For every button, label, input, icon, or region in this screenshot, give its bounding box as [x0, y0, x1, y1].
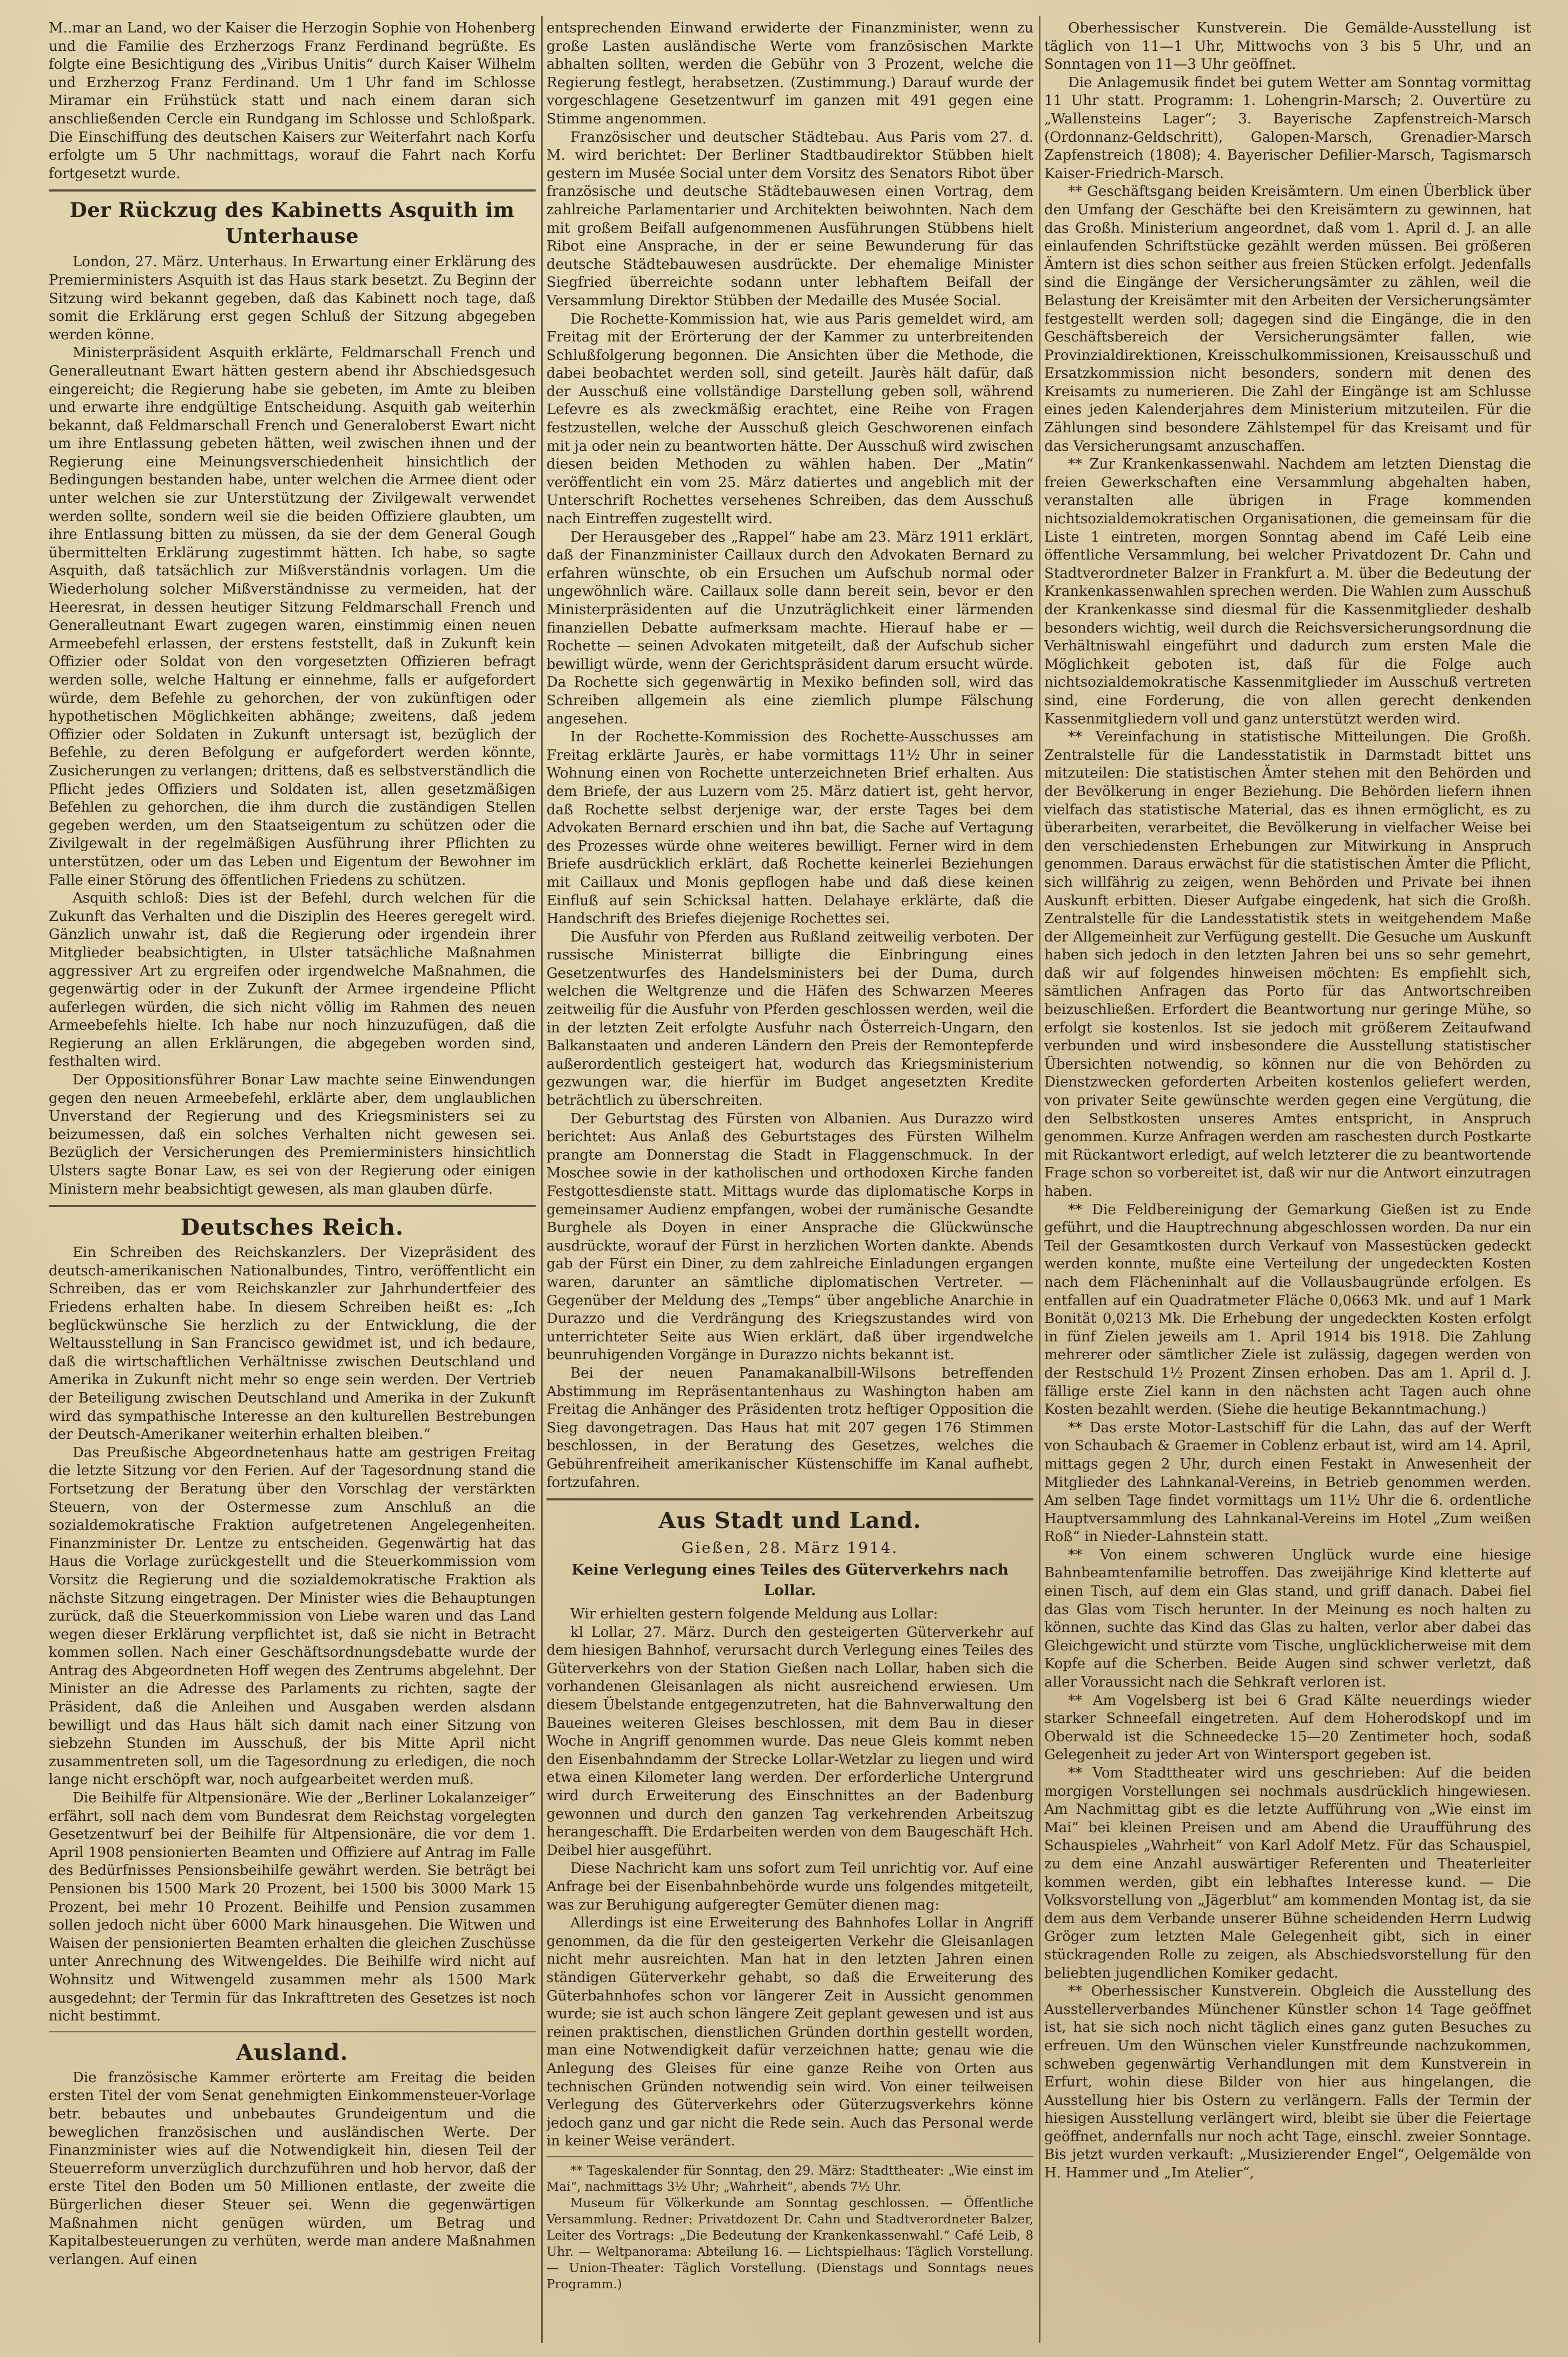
section-stadt-und-land: Aus Stadt und Land.	[658, 1507, 921, 1534]
article-paragraph: Wir erhielten gestern folgende Meldung aus Lollar:	[570, 1606, 938, 1623]
article-paragraph: ** Am Vogelsberg ist bei 6 Grad Kälte neuerdings wieder starker Schneefall eingetreten. Auf dem Hoherodskopf und im Oberwald ist die Schneedecke 15—20 Zentimeter hoch, sodaß Gelegenheit zu jeder Art von Wintersport gegeben ist.	[1044, 1692, 1531, 1763]
column-3	[1044, 19, 1531, 2341]
article-paragraph: Allerdings ist eine Erweiterung des Bahnhofes Lollar in Angriff genommen, da die für den gesteigerten Verkehr die Gleisanlagen nicht mehr ausreichten. Man hat in den letzten Jahren einen ständigen Güterverkehr gehabt, so daß die Erweiterung des Güterbahnhofes schon vor längerer Zeit in Aussicht genommen wurde; sie ist auch schon längere Zeit geplant gewesen und ist aus reinen praktischen, dienstlichen Gründen dorthin gestellt worden, man eine Notwendigkeit dafür verzeichnen hatte; genau wie die Anlegung des Gleises für eine ganze Reihe von Orten aus technischen Gründen notwendig sein wird. Von einer teilweisen Verlegung des Güterverkehrs oder Güterzugsverkehrs könne jedoch ganz und gar nicht die Rede sein. Auch das Personal werde in keiner Weise verändert.	[546, 1915, 1033, 2150]
article-paragraph: ** Vom Stadttheater wird uns geschrieben: Auf die beiden morgigen Vorstellungen sei nochmals ausdrücklich hingewiesen. Am Nachmittag gibt es die letzte Aufführung von „Wie einst im Mai“ bei kleinen Preisen und am Abend die Uraufführung des Schauspieles „Wahrheit“ von Karl Adolf Metz. Für das Schauspiel, zu dem eine Anzahl auswärtiger Referenten und Theaterleiter kommen werden, gibt ein lebhaftes Interesse kund. — Die Volksvorstellung von „Jägerblut“ am kommenden Montag ist, da sie dem aus dem Verbande unserer Bühne scheidenden Herrn Ludwig Gröger zum letzten Male Gelegenheit gibt, sich in einer stückragenden Rolle zu zeigen, als Abschiedsvorstellung für den beliebten jugendlichen Komiker gedacht.	[1044, 1765, 1531, 1981]
article-paragraph: Die Anlagemusik findet bei gutem Wetter am Sonntag vormittag 11 Uhr statt. Programm: 1. Lohengrin-Marsch; 2. Ouvertüre zu „Wallensteins Lager“; 3. Bayerische Zapfenstreich-Marsch (Ordonnanz-Geldschritt), Galopen-Marsch, Grenadier-Marsch Zapfenstreich (1808); 4. Bayerischer Defilier-Marsch, Tagismarsch Kaiser-Friedrich-Marsch.	[1044, 74, 1531, 182]
divider	[49, 189, 536, 192]
column-2	[546, 19, 1033, 2341]
article-paragraph: In der Rochette-Kommission des Rochette-Ausschusses am Freitag erklärte Jaurès, er habe vormittags 11½ Uhr in seiner Wohnung einen von Rochette unterzeichneten Brief erhalten. Aus dem Briefe, der aus Luzern vom 25. März datiert ist, geht hervor, daß Rochette selbst derjenige war, der erste Tages bei dem Advokaten Bernard erschien und ihn bat, die Sache auf Vertagung des Prozesses würde ohne weiteres bewilligt. Ferner wird in dem Briefe ausdrücklich erklärt, daß Rochette keinerlei Beziehungen mit Caillaux und Monis gepflogen habe und daß diese keinen Einfluß auf sein Schicksal hatten. Delahaye erklärte, daß die Handschrift des Briefes diejenige Rochettes sei.	[546, 729, 1033, 927]
divider	[546, 2156, 1033, 2157]
dateline: Gießen, 28. März 1914.	[681, 1539, 899, 1557]
article-paragraph: Der Herausgeber des „Rappel“ habe am 23. März 1911 erklärt, daß der Finanzminister Caillaux durch den Advokaten Bernard zu erfahren wünschte, ob ein Ersuchen um Aufschub normal oder ungewöhnlich wäre. Caillaux solle dann bereit sein, bevor er den Ministerpräsidenten auf die Unzuträglichkeit einer lärmenden finanziellen Debatte aufmerksam machte. Hierauf habe er — Rochette — seinen Advokaten mitgeteilt, daß der Aufschub sicher bewilligt würde, wenn der Gerichtspräsident darum ersucht würde. Da Rochette sich gegenwärtig in Mexiko befinden soll, wird das Schreiben allgemein als eine ziemlich plumpe Fälschung angesehen.	[546, 529, 1033, 727]
article-paragraph: Asquith schloß: Dies ist der Befehl, durch welchen für die Zukunft das Verhalten und die Disziplin des Heeres geregelt wird. Gänzlich unwahr ist, daß die Regierung oder irgendein ihrer Mitglieder beabsichtigten, in Ulster tatsächliche Maßnahmen aggressiver Art zu ergreifen oder irgendwelche Maßnahmen, die gegenwärtig oder in der Zukunft der Armee irgendeine Pflicht auferlegen würden, die sich nicht völlig im Rahmen des neuen Armeebefehls hielte. Ich habe nur noch hinzuzufügen, daß die Regierung an allen Erklärungen, die abgegeben worden sind, festhalten wird.	[49, 890, 536, 1070]
article-paragraph: entsprechenden Einwand erwiderte der Finanzminister, wenn zu große Lasten ausländische Werte vom französischen Markte abhalten sollten, werden die Gebühr von 3 Prozent, welche die Regierung festlegt, herabsetzen. (Zustimmung.) Darauf wurde der vorgeschlagene Gesetzentwurf im ganzen mit 491 gegen eine Stimme angenommen.	[546, 20, 1033, 127]
article-paragraph: Ein Schreiben des Reichskanzlers. Der Vizepräsident des deutsch-amerikanischen Nationalbundes, Tintro, veröffentlicht ein Schreiben, das er vom Reichskanzler zur Jahrhundertfeier des Friedens erhalten habe. In diesem Schreiben heißt es: „Ich beglückwünsche Sie herzlich zu der Entwicklung, die der Weltausstellung in San Francisco gewidmet ist, und ich bedaure, daß die wirtschaftlichen Verhältnisse zwischen Deutschland und Amerika in Zukunft nicht mehr so enge sein werden. Der Vertrieb der Beteiligung zwischen Deutschland und Amerika in der Zukunft wird das sympathische Interesse an den kulturellen Bestrebungen der Deutsch-Amerikaner weiterhin erhalten bleiben.“	[49, 1245, 536, 1443]
article-paragraph: Die Ausfuhr von Pferden aus Rußland zeitweilig verboten. Der russische Ministerrat billigte die Einbringung eines Gesetzentwurfes des Handelsministers bei der Duma, durch welchen die Weltgrenze und die Häfen des Schwarzen Meeres zeitweilig für die Ausfuhr von Pferden geschlossen werden, weil die in der letzten Zeit erfolgte Ausfuhr nach Österreich-Ungarn, den Balkanstaaten und anderen Ländern den Preis der Remontepferde außerordentlich gesteigert hat, wodurch das Kriegsministerium gezwungen war, die hierfür im Budget angesetzten Kredite beträchtlich zu überschreiten.	[546, 929, 1033, 1109]
article-paragraph: Der Geburtstag des Fürsten von Albanien. Aus Durazzo wird berichtet: Aus Anlaß des Geburtstages des Fürsten Wilhelm prangte am Donnerstag die Stadt in Flaggenschmuck. In der Moschee sowie in der katholischen und orthodoxen Kirche fanden Festgottesdienste statt. Mittags wurde das diplomatische Korps in gemeinsamer Audienz empfangen, wobei der rumänische Gesandte Burghele als Doyen in einer Ansprache die Glückwünsche ausdrückte, worauf der Fürst in herzlichen Worten dankte. Abends gab der Fürst ein Diner, zu dem zahlreiche Einladungen ergangen waren, darunter an sämtliche diplomatischen Vertreter. — Gegenüber der Meldung des „Temps“ über angebliche Anarchie in Durazzo und die Verdrängung des Kriegszustandes wird von unterrichteter Seite aus Wien erklärt, daß über irgendwelche beunruhigenden Vorgänge in Durazzo nichts bekannt ist.	[546, 1110, 1033, 1364]
article-paragraph: Französischer und deutscher Städtebau. Aus Paris vom 27. d. M. wird berichtet: Der Berliner Stadtbaudirektor Stübben hielt gestern im Musée Social unter dem Vorsitz des Senators Ribot über französische und deutsche Städtebauwesen einen Vortrag, dem zahlreiche Parlamentarier und Architekten beiwohnten. Nach dem mit großem Beifall aufgenommenen Ausführungen Stübbens hielt Ribot eine Ansprache, in der er seine Bewunderung für das deutsche Städtebauwesen ausdrückte. Der ehemalige Minister Siegfried überreichte sodann unter lebhaftem Beifall der Versammlung Direktor Stübben der Medaille des Musée Social.	[546, 129, 1033, 309]
section-deutsches-reich: Deutsches Reich.	[180, 1214, 404, 1241]
article-paragraph: ** Von einem schweren Unglück wurde eine hiesige Bahnbeamtenfamilie betroffen. Das zweijährige Kind kletterte auf einen Tisch, auf dem ein Glas stand, und griff danach. Dabei fiel das Glas vom Tisch herunter. In der Meinung es noch halten zu können, suchte das Kind das Glas zu halten, verlor aber dabei das Gleichgewicht und stürzte vom Tische, unglücklicherweise mit dem Kopfe auf die Scherben. Beide Augen sind schwer verletzt, daß aller Voraussicht nach die Sehkraft verloren ist.	[1044, 1546, 1531, 1691]
divider	[49, 1205, 536, 1207]
article-paragraph: Die französische Kammer erörterte am Freitag die beiden ersten Titel der vom Senat genehmigten Einkommensteuer-Vorlage betr. bebautes und unbebautes Grundeigentum und die beweglichen französischen und ausländischen Werte. Der Finanzminister wies auf die Notwendigkeit hin, diesen Teil der Steuerreform unverzüglich durchzuführen und hob hervor, daß der erste Titel den Boden um 50 Millionen entlaste, der zweite die Bürgerlichen dieser Steuer sei. Wenn die gegenwärtigen Maßnahmen nicht genügen würden, um Betrag und Kapitalbesteuerungen zu verhüten, werde man andere Maßnahmen verlangen. Auf einen	[49, 2069, 536, 2268]
article-paragraph: kl Lollar, 27. März. Durch den gesteigerten Güterverkehr auf dem hiesigen Bahnhof, verursacht durch Verlegung eines Teiles des Güterverkehrs von der Station Gießen nach Lollar, haben sich die vorhandenen Gleisanlagen als nicht ausreichend erwiesen. Um diesem Übelstande entgegenzutreten, hat die Bahnverwaltung den Baueines weiteren Gleises beschlossen, mit dem Bau in dieser Woche in Angriff genommen wurde. Das neue Gleis kommt neben den Eisenbahndamm der Strecke Lollar-Wetzlar zu liegen und wird etwa einen Kilometer lang werden. Der erforderliche Untergrund wird durch Erweiterung des Einschnittes an der Badenburg gewonnen und durch den ganzen Tag verkehrenden Arbeitszug herangeschafft. Die Erdarbeiten werden von dem Baugeschäft Hch. Deibel hier ausgeführt.	[546, 1624, 1033, 1859]
article-paragraph: Der Oppositionsführer Bonar Law machte seine Einwendungen gegen den neuen Armeebefehl, erklärte aber, dem unglaublichen Unverstand der Regierung und des Kriegsministers sei zu beizumessen, daß ein solches Verhalten nicht gewesen sei. Bezüglich der Versicherungen des Premierministers hinsichtlich Ulsters sagte Bonar Law, es sei von der Regierung oder einigen Ministern mehr beabsichtigt gewesen, als man glauben dürfe.	[49, 1072, 536, 1197]
column-1	[49, 19, 536, 2341]
article-paragraph: ** Geschäftsgang beiden Kreisämtern. Um einen Überblick über den Umfang der Geschäfte bei den Kreisämtern zu gewinnen, hat das Großh. Ministerium angeordnet, daß vom 1. April d. J. an alle einlaufenden Schriftstücke gezählt werden müssen. Bei größeren Ämtern ist dies schon seither aus freien Stücken erfolgt. Jedenfalls sind die Eingänge der Versicherungsämter zu zählen, weil die Belastung der Kreisämter mit den Arbeiten der Versicherungsämter festgestellt werden soll; dagegen sind die Eingänge, die in den Geschäftsbereich der Versicherungsämter fallen, wie Provinzialdirektionen, Kreisschulkommissionen, Kreisausschuß und Ersatzkommission nicht besonders, sondern mit denen des Kreisamts zu numerieren. Die Zahl der Eingänge ist am Schlusse eines jeden Kalenderjahres dem Ministerium mitzuteilen. Für die Zählungen sind besondere Zählstempel für das Kreisamt und für das Versicherungsamt anzuschaffen.	[1044, 183, 1531, 455]
calendar-notice: Museum für Völkerkunde am Sonntag geschlossen. — Öffentliche Versammlung. Redner: Privatdozent Dr. Cahn und Stadtverordneter Balzer, Leiter des Vortrags: „Die Bedeutung der Krankenkassenwahl.“ Café Leib, 8 Uhr. — Weltpanorama: Abteilung 16. — Lichtspielhaus: Täglich Vorstellung. — Union-Theater: Täglich Vorstellung. (Dienstags und Sonntags neues Programm.)	[546, 2196, 1033, 2292]
divider	[49, 2031, 536, 2032]
section-ausland: Ausland.	[236, 2039, 348, 2065]
article-paragraph: Diese Nachricht kam uns sofort zum Teil unrichtig vor. Auf eine Anfrage bei der Eisenbahnbehörde wurde uns folgendes mitgeteilt, was zur Beruhigung aufgeregter Gemüter dienen mag:	[546, 1860, 1033, 1913]
article-paragraph: ** Oberhessischer Kunstverein. Obgleich die Ausstellung des Ausstellerverbandes Münchener Künstler schon 14 Tage geöffnet ist, hat sie sich noch nicht täglich eines ganz guten Besuches zu erfreuen. Um den Wünschen vieler Kunstfreunde nachzukommen, schweben gegenwärtig Verhandlungen mit dem Kunstverein in Erfurt, wohin diese Bilder von hier aus hingelangen, die Ausstellung hier bis Ostern zu verlängern. Falls der Termin der hiesigen Ausstellung verlängert wird, bleibt sie über die Feiertage geöffnet, andernfalls nur noch acht Tage, einschl. zweier Sonntage. Bis jetzt wurden verkauft: „Musizierender Engel“, Oelgemälde von H. Hammer und „Im Atelier“,	[1044, 1983, 1531, 2182]
article-paragraph: ** Das erste Motor-Lastschiff für die Lahn, das auf der Werft von Schaubach & Graemer in Coblenz erbaut ist, wird am 14. April, mittags gegen 2 Uhr, durch einen Festakt in Anwesenheit der Mitglieder des Lahnkanal-Vereins, in Betrieb genommen werden. Am selben Tage findet vormittags um 11½ Uhr die 6. ordentliche Hauptversammlung des Lahnkanal-Vereins im Hotel „Zum weißen Roß“ in Nieder-Lahnstein statt.	[1044, 1419, 1531, 1545]
article-paragraph: ** Zur Krankenkassenwahl. Nachdem am letzten Dienstag die freien Gewerkschaften eine Versammlung abgehalten haben, veranstalten alle übrigen in Frage kommenden nichtsozialdemokratischen Organisationen, die gemeinsam für die Liste 1 eintreten, morgen Sonntag abend im Café Leib eine öffentliche Versammlung, bei welcher Privatdozent Dr. Cahn und Stadtverordneter Balzer in Frankfurt a. M. über die Bedeutung der Krankenkassenwahlen sprechen werden. Die Wahlen zum Ausschuß der Krankenkasse sind diesmal für die Kassenmitglieder deshalb besonders wichtig, weil durch die Reichsversicherungsordnung die Verhältniswahl eingeführt und dadurch zum ersten Male die Möglichkeit geboten ist, daß für die Folge auch nichtsozialdemokratische Kassenmitglieder im Ausschuß vertreten sind, eine Forderung, die von allen gerecht denkenden Kassenmitgliedern voll und ganz unterstützt werden wird.	[1044, 456, 1531, 727]
intro-paragraph: M..mar an Land, wo der Kaiser die Herzogin Sophie von Hohenberg und die Familie des Erzherzogs Franz Ferdinand begrüßte. Es folgte eine Besichtigung des „Viribus Unitis“ durch Kaiser Wilhelm und Erzherzog Franz Ferdinand. Um 1 Uhr fand im Schlosse Miramar ein Frühstück statt und nach einem daran sich anschließenden Cercle ein Rundgang im Schlosse und Schloßpark. Die Einschiffung des deutschen Kaisers zur Weiterfahrt nach Korfu erfolgte um 5 Uhr nachmittags, worauf die Fahrt nach Korfu fortgesetzt wurde.	[49, 20, 536, 182]
subheading-lollar: Keine Verlegung eines Teiles des Güterverkehrs nach Lollar.	[571, 1562, 1009, 1599]
article-paragraph: Das Preußische Abgeordnetenhaus hatte am gestrigen Freitag die letzte Sitzung vor den Ferien. Auf der Tagesordnung stand die Fortsetzung der Beratung über den Vorschlag der verstärkten Steuern, von der Ostermesse zum Anschluß an die sozialdemokratische Fraktion aufgetretenen Angelegenheiten. Finanzminister Dr. Lentze zu entscheiden. Gegenwärtig hat das Haus die Vorlage zurückgestellt und die Steuerkommission vom Vorsitz die Regierung und die sozialdemokratische Fraktion als nächste Sitzung eingetragen. Der Minister wies die Behauptungen zurück, daß die Steuerkommission von Liebe waren und das Land wegen dieser Erklärung verpflichtet ist, daß sie nicht in Betracht kommen sollen. Nach einer Geschäftsordnungsdebatte wurde der Antrag des Abgeordneten Hoff wegen des Zentrums abgelehnt. Der Minister an die Adresse des Parlaments zu richten, sagte der Präsident, daß die Anleihen und Ausgaben werden alsdann bewilligt und das Haus hält sich damit nach einer Sitzung von siebzehn Stunden im Ausschuß, der bis Mitte April nicht zusammentreten soll, um die Tagesordnung zu erledigen, die noch lange nicht erschöpft war, noch aufgearbeitet werden muß.	[49, 1444, 536, 1788]
article-paragraph: ** Vereinfachung in statistische Mitteilungen. Die Großh. Zentralstelle für die Landesstatistik in Darmstadt bittet uns mitzuteilen: Die statistischen Ämter stehen mit den Behörden und der Bevölkerung in enger Beziehung. Die Behörden liefern ihnen vielfach das statistische Material, das es ihnen ermöglicht, es zu überarbeiten, verarbeitet, die Bevölkerung in vielfacher Weise bei den verschiedensten Erhebungen zur Mitwirkung in Anspruch genommen. Daraus erwächst für die statistischen Ämter die Pflicht, sich willfährig zu zeigen, wenn Behörden und Private bei ihnen Auskunft erbitten. Dieser Aufgabe eingedenk, hat sich die Großh. Zentralstelle für die Landesstatistik stets in weitgehendem Maße der Allgemeinheit zur Verfügung gestellt. Die Gesuche um Auskunft haben sich jedoch in den letzten Jahren bei uns so sehr gemehrt, daß wir auf folgendes hinweisen möchten: Es empfiehlt sich, sämtlichen Anfragen das Porto für das Antwortschreiben beizuschließen. Erfordert die Beantwortung nur geringe Mühe, so erfolgt sie kostenlos. Ist sie jedoch mit größerem Zeitaufwand verbunden und wird insbesondere die Ausstellung statistischer Übersichten notwendig, so können nur die von Behörden zu Dienstzwecken geforderten Arbeiten kostenlos geliefert werden, von privater Seite gewünschte werden gegen eine Vergütung, die den Selbstkosten unseres Amtes entspricht, in Anspruch genommen. Kurze Anfragen werden am raschesten durch Postkarte mit Rückantwort erledigt, auf welch letzterer die zu beantwortende Frage schon so vorbereitet ist, daß wir nur die Antwort einzutragen haben.	[1044, 729, 1531, 1200]
article-paragraph: Die Rochette-Kommission hat, wie aus Paris gemeldet wird, am Freitag mit der Erörterung der der Kammer zu unterbreitenden Schlußfolgerung begonnen. Die Ansichten über die Methode, die dabei beobachtet werden soll, sind geteilt. Jaurès hält dafür, daß der Ausschuß eine vollständige Darstellung geben soll, während Lefevre es als zweckmäßig erachtet, eine Reihe von Fragen festzustellen, welche der Ausschuß gleich Geschworenen einfach mit ja oder nein zu beantworten hätte. Der Ausschuß wird zwischen diesen beiden Methoden zu wählen haben. Der „Matin“ veröffentlicht ein vom 25. März datiertes und angeblich mit der Unterschrift Rochettes versehenes Schreiben, das dem Ausschuß nach Eintreffen zugestellt wird.	[546, 311, 1033, 528]
headline-asquith: Der Rückzug des Kabinetts Asquith im Unterhause	[69, 198, 515, 248]
calendar-notice: ** Tageskalender für Sonntag, den 29. März: Stadttheater: „Wie einst im Mai“, nachmittags 3½ Uhr; „Wahrheit“, abends 7½ Uhr.	[546, 2163, 1033, 2194]
divider	[546, 1498, 1033, 1500]
article-paragraph: Bei der neuen Panamakanalbill-Wilsons betreffenden Abstimmung im Repräsentantenhaus zu Washington haben am Freitag die Anhänger des Präsidenten trotz heftiger Opposition die Sieg davongetragen. Das Haus hat mit 207 gegen 176 Stimmen beschlossen, in der Beratung des Gesetzes, welches die Gebührenfreiheit amerikanischer Küstenschiffe im Kanal aufhebt, fortzufahren.	[546, 1365, 1033, 1491]
article-paragraph: Ministerpräsident Asquith erklärte, Feldmarschall French und Generalleutnant Ewart hätten gestern abend ihr Abschiedsgesuch eingereicht; die Regierung habe sie gebeten, im Amte zu bleiben und erwarte ihre endgültige Entscheidung. Asquith gab weiterhin bekannt, daß Feldmarschall French und Generaloberst Ewart nicht um ihre Entlassung gebeten hätten, weil zwischen ihnen und der Regierung eine Meinungsverschiedenheit hinsichtlich der Bedingungen bestanden habe, unter welchen die Armee dient oder unter welchen sie zur Unterstützung der Zivilgewalt verwendet werden sollte, sondern weil sie die beiden Offiziere glaubten, um ihre Entlassung bitten zu müssen, da sie der dem General Gough übermittelten Erklärung zugestimmt hätten. Ich habe, so sagte Asquith, daß tatsächlich zur Mißverständnis vorlagen. Um die Wiederholung solcher Mißverständnisse zu vermeiden, hat der Heeresrat, in dessen heutiger Sitzung Feldmarschall French und Generalleutnant Ewart zugegen waren, einstimmig einen neuen Armeebefehl erlassen, der erstens feststellt, daß in Zukunft kein Offizier oder Soldat von den vorgesetzten Offizieren befragt werden solle, welche Haltung er einnehme, falls er aufgefordert würde, dem Befehle zu gehorchen, der von zukünftigen oder hypothetischen Möglichkeiten abhänge; zweitens, daß jedem Offizier oder Soldaten in Zukunft untersagt ist, bezüglich der Befehle, zu deren Befolgung er aufgefordert werden könnte, Zusicherungen zu verlangen; drittens, daß es selbstverständlich die Pflicht jedes Offiziers und Soldaten ist, allen gesetzmäßigen Befehlen zu gehorchen, die ihm durch die zuständigen Stellen gegeben werden, um den Staatseigentum zu schützen oder die Zivilgewalt in der regelmäßigen Ausführung ihrer Pflichten zu unterstützen, oder um das Leben und Eigentum der Bewohner im Falle einer Störung des öffentlichen Friedens zu schützen.	[49, 345, 536, 888]
column-rule	[1039, 16, 1040, 2343]
article-paragraph: London, 27. März. Unterhaus. In Erwartung einer Erklärung des Premierministers Asquith ist das Haus stark besetzt. Zu Beginn der Sitzung wird bekannt gegeben, daß das Kabinett noch tage, daß somit die Erklärung erst gegen Schluß der Sitzung abgegeben werden könne.	[49, 254, 536, 343]
column-rule	[541, 16, 543, 2343]
article-paragraph: Die Beihilfe für Altpensionäre. Wie der „Berliner Lokalanzeiger“ erfährt, soll nach dem vom Bundesrat dem Reichstag vorgelegten Gesetzentwurf bei der Beihilfe für Altpensionäre, die vor dem 1. April 1908 pensionierten Beamten und Offiziere auf Antrag im Falle des Bedürfnisses Pensionsbeihilfe gewährt werden. Sie beträgt bei Pensionen bis 1500 Mark 20 Prozent, bei 1500 bis 3000 Mark 15 Prozent, bei mehr 10 Prozent. Beihilfe und Pension zusammen sollen jedoch nicht über 6000 Mark hinausgehen. Die Witwen und Waisen der pensionierten Beamten erhalten die gleichen Zuschüsse unter Anrechnung des Witwengeldes. Die Beihilfe wird nicht auf Wohnsitz und Witwengeld zusammen mehr als 1500 Mark ausgedehnt; der Termin für das Inkrafttreten des Gesetzes ist noch nicht bestimmt.	[49, 1790, 536, 2025]
article-paragraph: Oberhessischer Kunstverein. Die Gemälde-Ausstellung ist täglich von 11—1 Uhr, Mittwochs von 3 bis 5 Uhr, und an Sonntagen von 11—3 Uhr geöffnet.	[1044, 20, 1531, 73]
article-paragraph: ** Die Feldbereinigung der Gemarkung Gießen ist zu Ende geführt, und die Hauptrechnung abgeschlossen worden. Da nur ein Teil der Gesamtkosten durch Verkauf von Massestücken gedeckt werden konnte, mußte eine Verteilung der ungedeckten Kosten nach dem Flächeninhalt auf die Vollausbaugründe erfolgen. Es entfallen auf ein Quadratmeter Fläche 0,0663 Mk. und auf 1 Mark Bonität 0,0213 Mk. Die Erhebung der ungedeckten Kosten erfolgt in fünf Zielen jeweils am 1. April 1914 bis 1918. Die Zahlung mehrerer oder sämtlicher Ziele ist zulässig, dagegen werden von der Restschuld 1½ Prozent Zinsen erhoben. Das am 1. April d. J. fällige erste Ziel kann in den nächsten acht Tagen auch ohne Kosten bezahlt werden. (Siehe die heutige Bekanntmachung.)	[1044, 1201, 1531, 1418]
